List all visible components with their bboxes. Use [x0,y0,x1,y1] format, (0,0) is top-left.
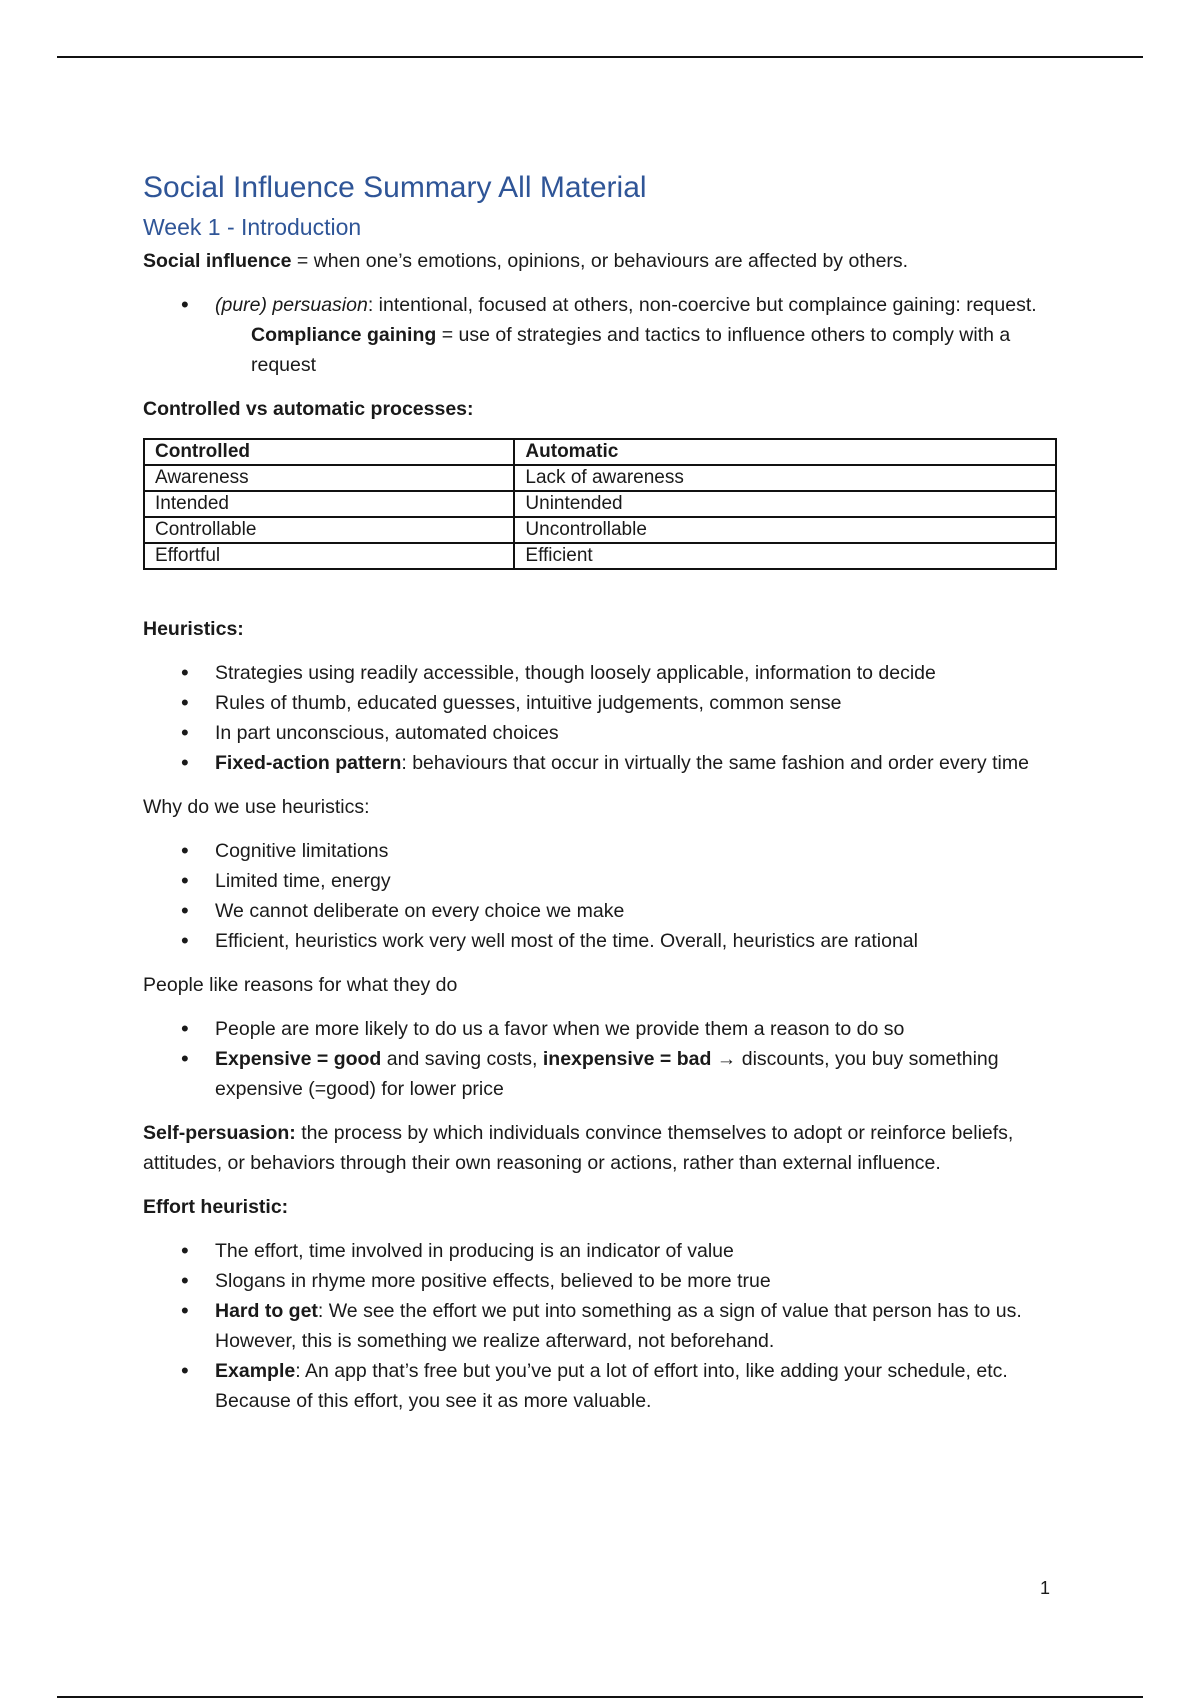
processes-table [143,438,1057,570]
list-item: • Strategies using readily accessible, though loosely applicable, information to decide [143,658,1063,688]
list-item: • In part unconscious, automated choices [143,718,1063,748]
why-list [143,836,1063,956]
term: inexpensive = bad [542,1048,712,1070]
heuristics-list [143,658,1063,778]
list-item: • The effort, time involved in producing is an indicator of value [143,1236,1063,1266]
list-item [143,1356,1063,1416]
table-row [144,517,1056,543]
table-cell: Uncontrollable [514,517,1056,543]
sub-list-item [215,320,1063,380]
effort-heading: Effort heuristic: [143,1196,289,1218]
effort-list [143,1236,1063,1416]
term: Example [215,1360,296,1382]
reasons-heading: People like reasons for what they do [143,974,458,996]
footer-rule [57,1696,1143,1698]
why-heading: Why do we use heuristics: [143,796,370,818]
sub-list [215,320,1063,380]
table-cell: Efficient [514,543,1056,569]
heuristics-heading: Heuristics: [143,618,244,640]
term: Self-persuasion: [143,1122,296,1144]
definition: the process by which individuals convince themselves to adopt or reinforce beliefs, attitudes, or behaviors through their own reasoning or actions, rather than external influence. [143,1122,1014,1174]
list-item: • Cognitive limitations [143,836,1063,866]
list-item: • Slogans in rhyme more positive effects, believed to be more true [143,1266,1063,1296]
reasons-list [143,1014,1063,1104]
text: → discounts, you buy something expensive (=good) for lower price [215,1048,999,1100]
week-heading: Week 1 - Introduction [143,214,362,240]
definition: = use of strategies and tactics to influence others to comply with a request [251,324,1011,376]
definition: : intentional, focused at others, non-coercive but complaince gaining: request. [367,294,1037,316]
table-header: Controlled [144,439,514,465]
table-row [144,543,1056,569]
social-influence-definition [143,246,1063,276]
definition: : An app that’s free but you’ve put a lot of effort into, like adding your schedule, etc. Because of this effort, you see it as more valuable. [215,1360,1008,1412]
list-item: • Limited time, energy [143,866,1063,896]
table-row [144,465,1056,491]
definition: : We see the effort we put into something as a sign of value that person has to us. However, this is something we realize afterward, not beforehand. [215,1300,1022,1352]
table-cell: Intended [144,491,514,517]
definition: = when one’s emotions, opinions, or behaviours are affected by others. [291,250,909,272]
definition: : behaviours that occur in virtually the same fashion and order every time [401,752,1029,774]
table-cell: Awareness [144,465,514,491]
term: Fixed-action pattern [215,752,402,774]
table-cell: Controllable [144,517,514,543]
list-item [143,748,1063,778]
page-number: 1 [1040,1578,1051,1598]
table-cell: Effortful [144,543,514,569]
list-item [143,1044,1063,1104]
document-title: Social Influence Summary All Material [143,171,647,204]
term: Expensive = good [215,1048,382,1070]
term: (pure) persuasion [215,294,368,316]
table-cell: Lack of awareness [514,465,1056,491]
header-rule [57,56,1143,58]
term: Social influence [143,250,292,272]
list-item: • We cannot deliberate on every choice we make [143,896,1063,926]
self-persuasion-definition [143,1118,1063,1178]
persuasion-list [143,290,1063,380]
document-body [143,168,1063,1430]
list-item: • People are more likely to do us a favor when we provide them a reason to do so [143,1014,1063,1044]
list-item: • Efficient, heuristics work very well most of the time. Overall, heuristics are rational [143,926,1063,956]
table-header-row [144,439,1056,465]
table-header: Automatic [514,439,1056,465]
text: and saving costs, [381,1048,543,1070]
table-row [144,491,1056,517]
list-item [143,290,1063,380]
list-item: • Rules of thumb, educated guesses, intuitive judgements, common sense [143,688,1063,718]
processes-heading: Controlled vs automatic processes: [143,398,474,420]
list-item [143,1296,1063,1356]
term: Compliance gaining [251,324,437,346]
term: Hard to get [215,1300,318,1322]
table-cell: Unintended [514,491,1056,517]
